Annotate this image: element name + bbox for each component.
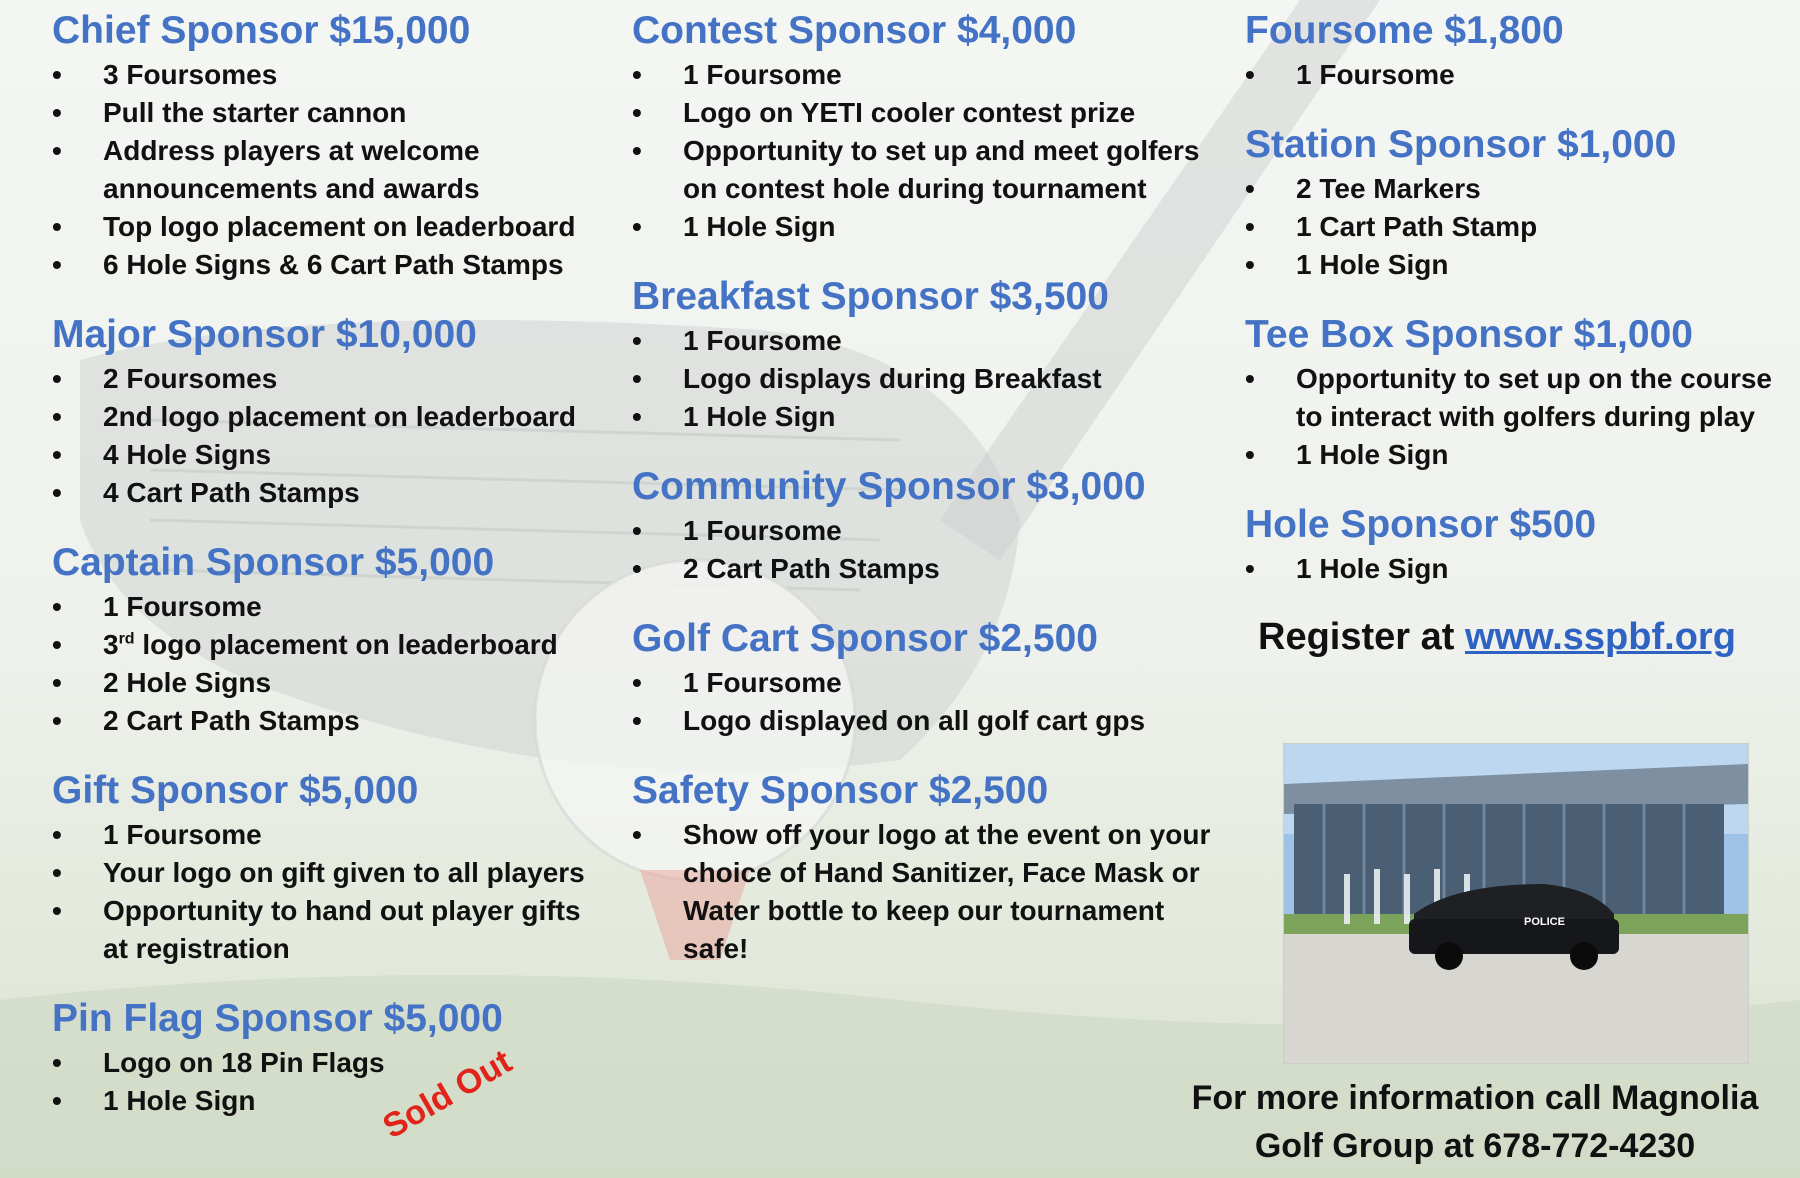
benefit-item: • Opportunity to set up and meet golfers on contest hole during tournament [632,132,1212,208]
ordinal-suffix: rd [118,630,135,648]
sponsor-title: Chief Sponsor $15,000 [52,9,471,52]
benefit-item: • 3 Foursomes [52,56,612,94]
sponsor-captain [52,540,612,740]
register-prefix: Register at [1258,616,1465,658]
benefit-item: • 1 Foursome [632,322,1212,360]
contact-line-2: Golf Group at 678-772-4230 [1254,1127,1696,1165]
benefit-item: • Top logo placement on leaderboard [52,208,612,246]
benefit-item: • 1 Foursome [632,664,1212,702]
sponsor-golf-cart [632,616,1212,740]
sponsor-title: Hole Sponsor $500 [1245,503,1597,546]
benefit-item: • 1 Hole Sign [1245,550,1790,588]
benefit-item: • 4 Hole Signs [52,436,612,474]
sponsor-station [1245,122,1790,284]
sponsor-title: Community Sponsor $3,000 [632,465,1146,508]
sponsor-breakfast [632,274,1212,436]
benefit-item: • 4 Cart Path Stamps [52,474,612,512]
benefit-item: • 2 Cart Path Stamps [632,550,1212,588]
benefit-item: • 2 Hole Signs [52,664,612,702]
car-police-text: POLICE [1524,916,1565,928]
benefit-item: • 1 Hole Sign [632,398,1212,436]
benefit-item: • Logo on 18 Pin Flags [52,1044,612,1082]
sponsor-title: Breakfast Sponsor $3,500 [632,275,1109,318]
benefit-item: • 1 Hole Sign [52,1082,612,1120]
benefit-item: • 1 Foursome [632,56,1212,94]
benefit-item: • 2 Tee Markers [1245,170,1790,208]
ordinal-number: 3 [103,629,119,660]
benefit-item [52,626,612,664]
sponsor-major [52,312,612,512]
benefit-item: • Show off your logo at the event on your choice of Hand Sanitizer, Face Mask or Water bottle to keep our tournament safe! [632,816,1212,968]
sponsor-title: Gift Sponsor $5,000 [52,769,419,812]
register-link[interactable]: www.sspbf.org [1464,616,1736,658]
contact-line-1: For more information call Magnolia [1191,1079,1759,1117]
register-line [1258,616,1790,659]
sold-out-stamp: Sold Out [376,1042,519,1147]
benefit-text: logo placement on leaderboard [142,629,558,660]
sponsor-safety [632,768,1212,968]
police-car-photo [1283,743,1749,1064]
benefit-item: • Pull the starter cannon [52,94,612,132]
sponsor-pin-flag [52,996,612,1120]
contact-info [1170,1074,1780,1170]
benefit-item: • 6 Hole Signs & 6 Cart Path Stamps [52,246,612,284]
benefit-item: • 1 Hole Sign [1245,436,1790,474]
sponsor-hole [1245,502,1790,588]
benefit-item: • Opportunity to set up on the course to interact with golfers during play [1245,360,1790,436]
sponsor-gift [52,768,612,968]
benefit-item: • 2nd logo placement on leaderboard [52,398,612,436]
sponsor-title: Contest Sponsor $4,000 [632,9,1077,52]
benefit-item: • Logo displays during Breakfast [632,360,1212,398]
benefit-item: • Address players at welcome announcements and awards [52,132,612,208]
sponsor-community [632,464,1212,588]
benefit-item: • 2 Foursomes [52,360,612,398]
benefit-item: • Logo on YETI cooler contest prize [632,94,1212,132]
benefit-item: • Logo displayed on all golf cart gps [632,702,1212,740]
sponsor-title: Captain Sponsor $5,000 [52,541,495,584]
sponsor-contest [632,8,1212,246]
sponsor-title: Foursome $1,800 [1245,9,1564,52]
benefit-item: • 1 Cart Path Stamp [1245,208,1790,246]
sponsor-title: Major Sponsor $10,000 [52,313,477,356]
sponsor-title: Pin Flag Sponsor $5,000 [52,997,503,1040]
sponsor-tee-box [1245,312,1790,474]
sponsor-title: Golf Cart Sponsor $2,500 [632,617,1098,660]
benefit-item: • Your logo on gift given to all players [52,854,612,892]
benefit-item: • 2 Cart Path Stamps [52,702,612,740]
column-middle [632,8,1212,996]
sponsor-title: Tee Box Sponsor $1,000 [1245,313,1693,356]
sponsor-title: Station Sponsor $1,000 [1245,123,1677,166]
benefit-item: • Opportunity to hand out player gifts at registration [52,892,612,968]
sponsor-chief [52,8,612,284]
column-right [1245,8,1790,659]
benefit-item: • 1 Foursome [632,512,1212,550]
column-left [52,8,612,1148]
benefit-item: • 1 Hole Sign [1245,246,1790,284]
benefit-item: • 1 Hole Sign [632,208,1212,246]
benefit-item: • 1 Foursome [1245,56,1790,94]
benefit-item: • 1 Foursome [52,816,612,854]
sponsor-foursome [1245,8,1790,94]
sponsor-title: Safety Sponsor $2,500 [632,769,1049,812]
benefit-item: • 1 Foursome [52,588,612,626]
